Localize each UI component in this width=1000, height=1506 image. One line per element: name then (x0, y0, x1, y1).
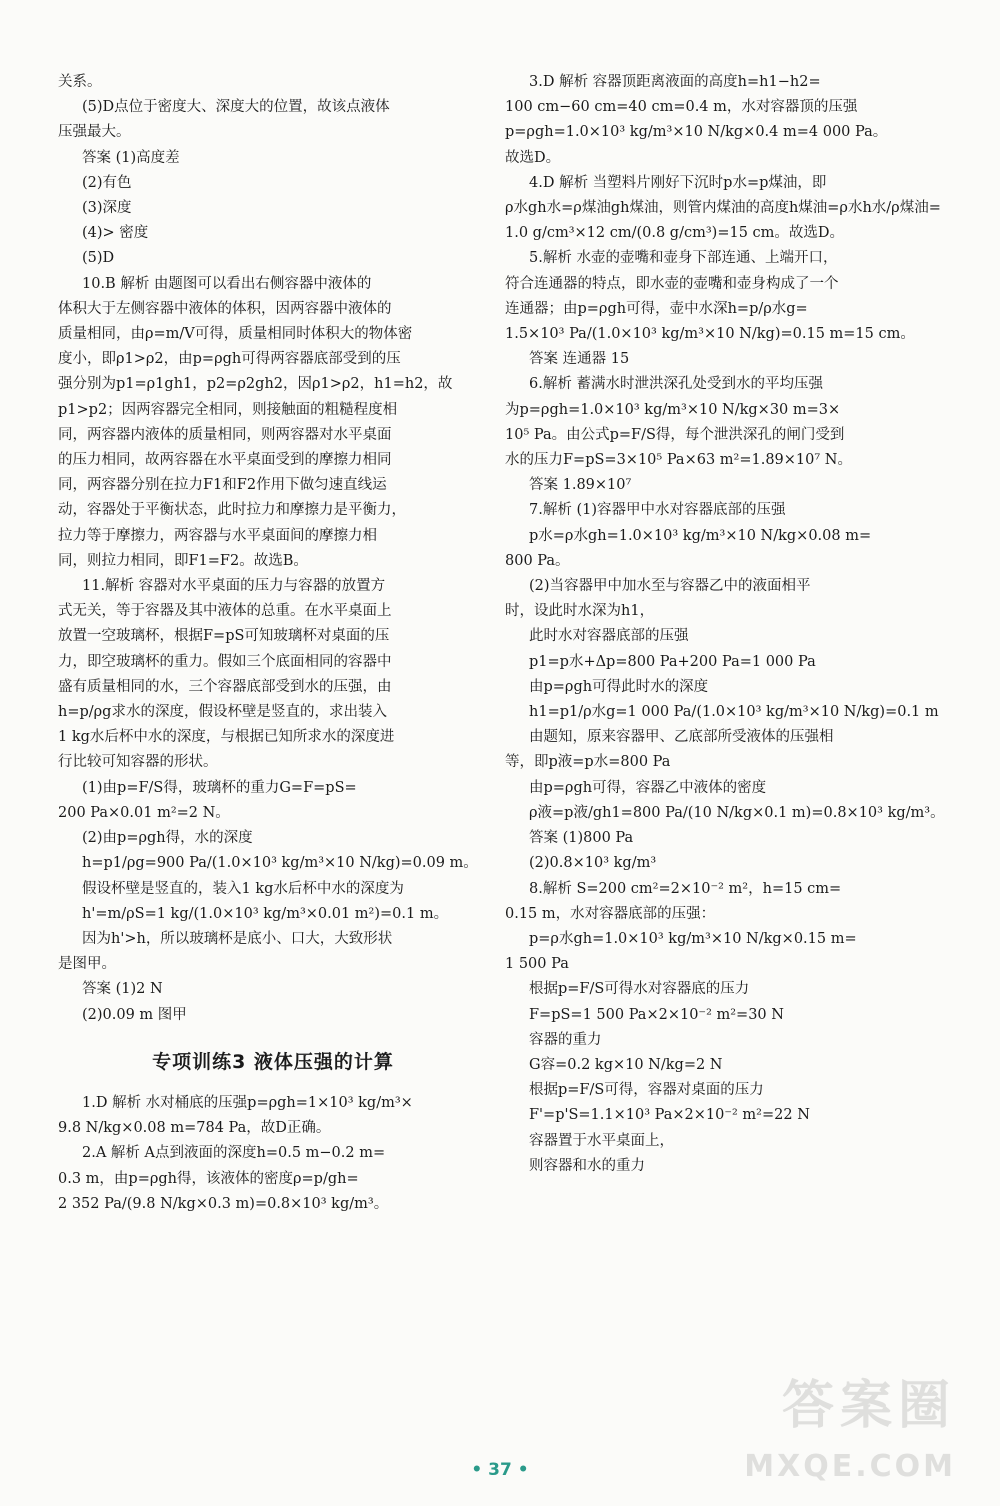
text-line: 800 Pa。 (505, 552, 570, 569)
text-line: 因为h'>h，所以玻璃杯是底小、口大，大致形状 (82, 930, 393, 947)
text-line: 质量相同，由ρ=m/V可得，质量相同时体积大的物体密 (58, 326, 413, 343)
text-line: p水=ρ水gh=1.0×10³ kg/m³×10 N/kg×0.08 m= (529, 527, 872, 544)
text-line: 10⁵ Pa。由公式p=F/S得，每个泄洪深孔的闸门受到 (505, 426, 845, 443)
text-line: 7.解析 (1)容器甲中水对容器底部的压强 (529, 502, 786, 519)
page-number: • 37 • (471, 1460, 529, 1480)
text-line: 100 cm−60 cm=40 cm=0.4 m，水对容器顶的压强 (505, 99, 858, 116)
text-line: 2.A 解析 A点到液面的深度h=0.5 m−0.2 m= (82, 1145, 386, 1162)
text-line: 答案 (1)2 N (82, 981, 163, 998)
text-line: 5.解析 水壶的壶嘴和壶身下部连通、上端开口， (529, 250, 838, 267)
text-line: 符合连通器的特点，即水壶的壶嘴和壶身构成了一个 (505, 275, 839, 292)
text-line: 答案 (1)高度差 (82, 149, 180, 166)
text-line: 8.解析 S=200 cm²=2×10⁻² m²，h=15 cm= (529, 880, 842, 897)
text-line: 等，即p液=p水=800 Pa (505, 754, 671, 771)
text-line: 连通器；由p=ρgh可得，壶中水深h=p/ρ水g= (505, 300, 808, 317)
text-line: 同，则拉力相同，即F1=F2。故选B。 (58, 552, 308, 569)
text-line: (3)深度 (82, 200, 132, 217)
text-line: 1 kg水后杯中水的深度，与根据已知所求水的深度进 (58, 729, 395, 746)
text-line: 是图甲。 (58, 956, 116, 973)
text-line: 答案 1.89×10⁷ (529, 477, 632, 494)
text-line: 时，设此时水深为h1， (505, 603, 655, 620)
text-line: 答案 连通器 15 (529, 351, 630, 368)
text-line: 同，两容器内液体的质量相同，则两容器对水平桌面 (58, 426, 392, 443)
text-line: (2)当容器甲中加水至与容器乙中的液面相平 (529, 578, 811, 595)
right-column (505, 70, 945, 1179)
watermark-text: 答案圈 (781, 1376, 956, 1436)
text-line: p=ρ水gh=1.0×10³ kg/m³×10 N/kg×0.15 m= (529, 930, 857, 947)
text-line: 水的压力F=pS=3×10⁵ Pa×63 m²=1.89×10⁷ N。 (505, 452, 852, 469)
text-line: 3.D 解析 容器顶距离液面的高度h=h1−h2= (529, 74, 821, 90)
text-line: p1=p水+Δp=800 Pa+200 Pa=1 000 Pa (529, 653, 816, 670)
text-line: h1=p1/ρ水g=1 000 Pa/(1.0×10³ kg/m³×10 N/kg)=0.1 m (529, 704, 939, 721)
text-line: 0.3 m，由p=ρgh得，该液体的密度ρ=p/gh= (58, 1170, 359, 1187)
text-line: 的压力相同，故两容器在水平桌面受到的摩擦力相同 (58, 452, 392, 469)
text-line: 1 500 Pa (505, 956, 569, 973)
text-line: 9.8 N/kg×0.08 m=784 Pa，故D正确。 (58, 1120, 331, 1137)
text-line: (2)有色 (82, 174, 132, 191)
text-line: 动，容器处于平衡状态，此时拉力和摩擦力是平衡力， (58, 502, 406, 519)
text-line: 体积大于左侧容器中液体的体积，因两容器中液体的 (58, 300, 392, 317)
text-line: h'=m/ρS=1 kg/(1.0×10³ kg/m³×0.01 m²)=0.1 m。 (82, 905, 449, 922)
text-line: 强分别为p1=ρ1gh1，p2=ρ2gh2，因ρ1>ρ2，h1=h2，故 (58, 376, 453, 393)
text-line: 放置一空玻璃杯，根据F=pS可知玻璃杯对桌面的压 (58, 628, 390, 645)
section-title: 专项训练3 液体压强的计算 (152, 1050, 394, 1073)
text-line: (2)0.8×10³ kg/m³ (529, 855, 657, 872)
text-line: h=p/ρg求水的深度，假设杯壁是竖直的，求出装入 (58, 704, 387, 721)
text-line: 压强最大。 (58, 124, 131, 141)
text-line: 根据p=F/S可得水对容器底的压力 (529, 981, 750, 998)
text-line: 力，即空玻璃杯的重力。假如三个底面相同的容器中 (58, 653, 392, 670)
text-line: 由p=ρgh可得，容器乙中液体的密度 (529, 779, 767, 796)
text-line: 盛有质量相同的水，三个容器底部受到水的压强，由 (58, 678, 392, 695)
text-line: 为p=ρgh=1.0×10³ kg/m³×10 N/kg×30 m=3× (505, 401, 841, 418)
text-line: 式无关，等于容器及其中液体的总重。在水平桌面上 (58, 603, 392, 620)
text-line: 0.15 m，水对容器底部的压强： (505, 905, 716, 922)
text-line: 1.D 解析 水对桶底的压强p=ρgh=1×10³ kg/m³× (82, 1094, 413, 1111)
text-line: 1.5×10³ Pa/(1.0×10³ kg/m³×10 N/kg)=0.15 m=15 cm。 (505, 326, 915, 343)
text-line: (2)0.09 m 图甲 (82, 1006, 187, 1023)
left-column (58, 70, 488, 1217)
text-line: ρ液=p液/gh1=800 Pa/(10 N/kg×0.1 m)=0.8×10³ kg/m³。 (529, 804, 945, 821)
text-line: p1>p2；因两容器完全相同，则接触面的粗糙程度相 (58, 401, 398, 418)
text-line: 则容器和水的重力 (529, 1157, 645, 1174)
text-line: 由题知，原来容器甲、乙底部所受液体的压强相 (529, 729, 834, 746)
text-line: 200 Pa×0.01 m²=2 N。 (58, 804, 230, 821)
text-line: 度小，即ρ1>ρ2，由p=ρgh可得两容器底部受到的压 (58, 351, 401, 368)
text-line: (5)D (82, 250, 115, 267)
watermark-logo (744, 1376, 982, 1496)
text-line: F'=p'S=1.1×10³ Pa×2×10⁻² m²=22 N (529, 1107, 810, 1124)
text-line: 根据p=F/S可得，容器对桌面的压力 (529, 1082, 764, 1099)
watermark-url: MXQE.COM (744, 1449, 956, 1484)
text-line: G容=0.2 kg×10 N/kg=2 N (529, 1056, 723, 1073)
text-line: (2)由p=ρgh得，水的深度 (82, 830, 253, 847)
text-line: 由p=ρgh可得此时水的深度 (529, 678, 709, 695)
text-line: 11.解析 容器对水平桌面的压力与容器的放置方 (82, 578, 386, 595)
text-line: 关系。 (58, 74, 102, 90)
text-line: F=pS=1 500 Pa×2×10⁻² m²=30 N (529, 1006, 784, 1023)
text-line: p=ρgh=1.0×10³ kg/m³×10 N/kg×0.4 m=4 000 Pa。 (505, 124, 888, 141)
text-line: 同，两容器分别在拉力F1和F2作用下做匀速直线运 (58, 477, 387, 494)
text-line: 答案 (1)800 Pa (529, 830, 634, 847)
text-line: (1)由p=F/S得，玻璃杯的重力G=F=pS= (82, 779, 357, 796)
text-line: (4)> 密度 (82, 225, 149, 242)
text-line: 假设杯壁是竖直的，装入1 kg水后杯中水的深度为 (82, 880, 404, 897)
text-line: 行比较可知容器的形状。 (58, 754, 218, 771)
text-line: 容器置于水平桌面上， (529, 1132, 674, 1149)
text-line: 容器的重力 (529, 1031, 602, 1048)
text-line: 2 352 Pa/(9.8 N/kg×0.3 m)=0.8×10³ kg/m³。 (58, 1195, 389, 1212)
text-line: ρ水gh水=ρ煤油gh煤油，则管内煤油的高度h煤油=ρ水h水/ρ煤油= (505, 200, 941, 217)
text-line: 6.解析 蓄满水时泄洪深孔处受到水的平均压强 (529, 376, 823, 393)
text-line: h=p1/ρg=900 Pa/(1.0×10³ kg/m³×10 N/kg)=0.09 m。 (82, 855, 478, 872)
text-line: 10.B 解析 由题图可以看出右侧容器中液体的 (82, 275, 372, 292)
text-line: 4.D 解析 当塑料片刚好下沉时p水=p煤油，即 (529, 174, 827, 191)
text-line: 故选D。 (505, 149, 561, 166)
text-line: (5)D点位于密度大、深度大的位置，故该点液体 (82, 99, 390, 116)
text-line: 此时水对容器底部的压强 (529, 628, 689, 645)
text-line: 1.0 g/cm³×12 cm/(0.8 g/cm³)=15 cm。故选D。 (505, 225, 845, 242)
text-line: 拉力等于摩擦力，两容器与水平桌面间的摩擦力相 (58, 527, 377, 544)
